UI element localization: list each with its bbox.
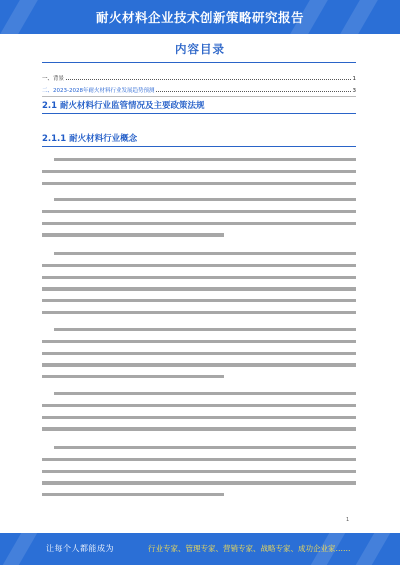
toc-item-page: 1 (352, 76, 356, 82)
toc-item-label: 一、背景 (42, 76, 65, 82)
toc-leader-dots (66, 79, 350, 80)
toc-item[interactable] (42, 84, 356, 94)
footer-decor-stripe (3, 533, 37, 565)
subsection-heading: 2.1.1 耐火材料行业概念 (42, 134, 138, 144)
section-underline (42, 113, 356, 114)
body-paragraph (42, 252, 356, 323)
page-number: 1 (346, 517, 350, 523)
section-heading: 2.1 耐火材料行业监管情况及主要政策法规 (42, 101, 205, 111)
toc-divider (42, 62, 356, 63)
body-paragraph (42, 198, 356, 245)
footer-decor-stripe (356, 533, 390, 565)
body-paragraph (42, 158, 356, 193)
report-title: 耐火材料企业技术创新策略研究报告 (95, 10, 304, 25)
toc-bottom-rule (42, 96, 356, 97)
body-paragraph (42, 392, 356, 439)
body-paragraph (42, 328, 356, 387)
report-header-banner (0, 0, 400, 34)
footer-slogan-roles: 行业专家、管理专家、营销专家、战略专家、成功企业家…… (148, 544, 351, 553)
toc-item-label: 二、2023-2028年耐火材料行业发展趋势预测 (42, 88, 155, 94)
footer-slogan: 让每个人都能成为 (46, 544, 114, 553)
body-paragraph (42, 446, 356, 505)
toc-item-page: 3 (352, 88, 356, 94)
toc-item[interactable] (42, 72, 356, 82)
toc-leader-dots (156, 91, 350, 92)
footer-banner (0, 533, 400, 565)
subsection-underline (42, 146, 356, 147)
toc-heading: 内容目录 (175, 42, 225, 56)
